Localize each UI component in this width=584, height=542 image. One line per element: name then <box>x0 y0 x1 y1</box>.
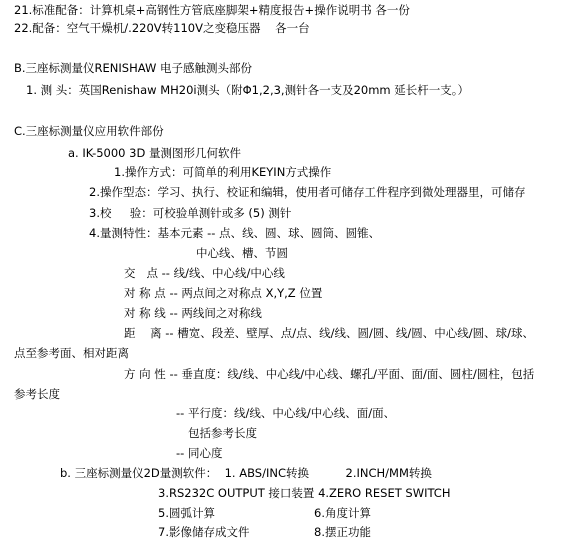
symmetric-line-line: 对 称 线 -- 两线间之对称线 <box>124 306 262 320</box>
intersection-line: 交 点 -- 线/线、中心线/中心线 <box>124 266 285 280</box>
distance-line-cont: 点至参考面、相对距离 <box>14 346 129 360</box>
distance-line: 距 离 -- 槽宽、段差、壁厚、点/点、线/线、圆/圆、线/圆、中心线/圆、球/球、 <box>124 326 534 340</box>
parallelism-line: -- 平行度：线/线、中心线/中心线、面/面、 <box>176 406 396 420</box>
concentricity-line: -- 同心度 <box>176 446 223 460</box>
software-b-item-5: 5.圆弧计算 <box>158 506 215 520</box>
spec-line-21: 21.标准配备：计算机桌+高钢性方管底座脚架+精度报告+操作说明书 各一份 <box>14 3 410 17</box>
software-a-title: a. IK-5000 3D 量测图形几何软件 <box>68 146 241 160</box>
orientation-line: 方 向 性 -- 垂直度：线/线、中心线/中心线、螺孔/平面、面/面、圆柱/圆柱，包括 <box>124 367 535 381</box>
section-b-item-1: 1. 测 头：英国Renishaw MH20i测头（附Φ1,2,3,测针各一支及20mm 延长杆一支。） <box>26 83 470 97</box>
spec-line-22: 22.配备：空气干燥机/.220V转110V之变稳压器 各一台 <box>14 21 310 35</box>
software-a-item-2: 2.操作型态：学习、执行、校证和编辑，使用者可储存工件程序到微处理器里，可储存 <box>89 185 526 199</box>
section-c-heading: C.三座标测量仪应用软件部份 <box>14 124 164 138</box>
software-b-item-6: 6.角度计算 <box>314 506 371 520</box>
software-b-items-3-4: 3.RS232C OUTPUT 接口装置 4.ZERO RESET SWITCH <box>158 486 451 500</box>
parallelism-line-cont: 包括参考长度 <box>188 426 257 440</box>
symmetric-point-line: 对 称 点 -- 两点间之对称点 X,Y,Z 位置 <box>124 286 323 300</box>
software-a-item-1: 1.操作方式：可简单的利用KEYIN方式操作 <box>114 165 332 179</box>
software-a-item-4-cont: 中心线、槽、节圆 <box>196 246 288 260</box>
software-a-item-3: 3.校 验：可校验单测针或多 (5) 测针 <box>89 206 292 220</box>
software-a-item-4: 4.量测特性：基本元素 -- 点、线、圆、球、圆筒、圆锥、 <box>89 226 381 240</box>
orientation-line-cont: 参考长度 <box>14 387 60 401</box>
software-b-title: b. 三座标测量仪2D量测软件： 1. ABS/INC转换 2.INCH/MM转换 <box>60 466 432 480</box>
software-b-item-7: 7.影像储存成文件 <box>158 525 250 539</box>
section-b-heading: B.三座标测量仪RENISHAW 电子感触测头部份 <box>14 61 253 75</box>
software-b-item-8: 8.摆正功能 <box>314 525 371 539</box>
